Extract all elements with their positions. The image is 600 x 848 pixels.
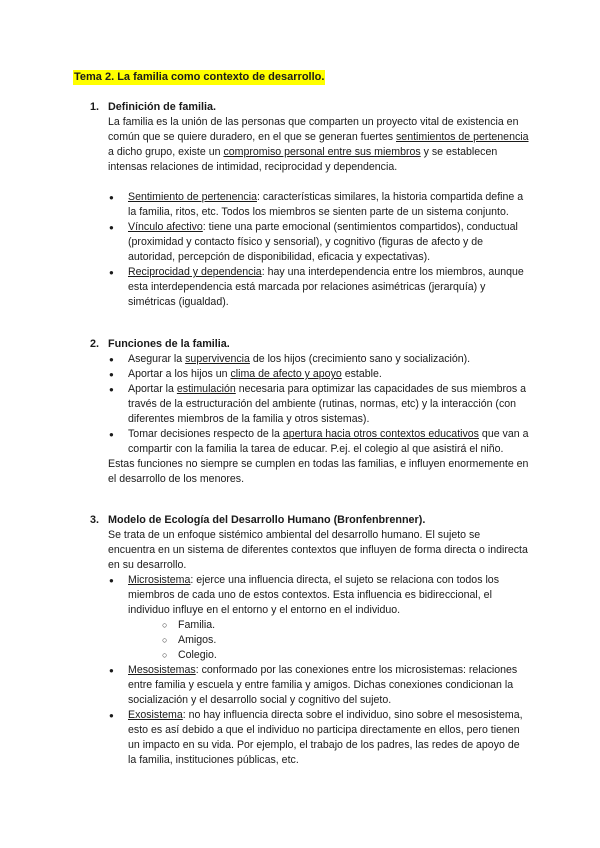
model-bullets [90,573,530,618]
section-heading: 3. Modelo de Ecología del Desarrollo Humano (Bronfenbrenner). [90,514,426,526]
section-heading: 2. Funciones de la familia. [90,338,230,350]
section-definicion [90,100,530,310]
list-item: ● Aportar a los hijos un clima de afecto y apoyo estable. [90,367,530,382]
document-title: Tema 2. La familia como contexto de desarrollo. [74,71,325,83]
list-item: ● Mesosistemas: conformado por las conexiones entre los microsistemas: relaciones entre familia y escuela y entre familia y amigos. Dichas conexiones condicionan la socialización y el desarrollo social y cognitivo del sujeto. [90,663,530,708]
section-funciones [90,337,530,487]
list-item: ● Exosistema: no hay influencia directa sobre el individuo, sino sobre el mesosistema, esto es así debido a que el individuo no participa directamente en ellos, pero tienen un impacto en su vida. Por ejemplo, el trabajo de los padres, las redes de apoyo de la familia, instituciones públicas, etc. [90,708,530,768]
model-bullets-cont [90,663,530,768]
functions-closing: Estas funciones no siempre se cumplen en todas las familias, e influyen enormemente en el desarrollo de los menores. [108,458,529,485]
sub-list-item: ○ Familia. [90,618,530,633]
list-item: ● Microsistema: ejerce una influencia directa, el sujeto se relaciona con todos los miembros de cada uno de estos contextos. Esta influencia es bidireccional, el individuo influye en el entorno y el entorno en el individuo. [90,573,530,618]
model-intro: Se trata de un enfoque sistémico ambiental del desarrollo humano. El sujeto se encuentra en un sistema de diferentes contextos que influyen de forma directa o indirecta en su desarrollo. [108,529,528,571]
list-item: ● Sentimiento de pertenencia: características similares, la historia compartida define a la familia, ritos, etc. Todos los miembros se sienten parte de un sistema conjunto. [90,190,530,220]
list-item: ● Asegurar la supervivencia de los hijos (crecimiento sano y socialización). [90,352,530,367]
functions-bullets [90,352,530,457]
list-item: ● Aportar la estimulación necesaria para optimizar las capacidades de sus miembros a través de la estructuración del ambiente (rutinas, normas, etc) y la interacción (con diferentes miembros de la familia y otros sistemas). [90,382,530,427]
definition-bullets [90,190,530,310]
sub-list-item: ○ Colegio. [90,648,530,663]
list-item: ● Tomar decisiones respecto de la apertura hacia otros contextos educativos que van a compartir con la familia la tarea de educar. P.ej. el colegio al que asistirá el niño. [90,427,530,457]
section-bronfenbrenner [90,513,530,768]
list-item: ● Vínculo afectivo: tiene una parte emocional (sentimientos compartidos), conductual (proximidad y contacto físico y sensorial), y cognitivo (figuras de afecto y de autoridad, percepción de disponibilidad, eficacia y expectativas). [90,220,530,265]
definition-paragraph: La familia es la unión de las personas que comparten un proyecto vital de existencia en común que se quiere duradero, en el que se generan fuertes sentimientos de pertenencia a dicho grupo, existe un compromiso personal entre sus miembros y se establecen intensas relaciones de intimidad, reciprocidad y dependencia. [108,116,529,173]
list-item: ● Reciprocidad y dependencia: hay una interdependencia entre los miembros, aunque esta interdependencia está marcada por relaciones asimétricas (jerarquía) y simétricas (igualdad). [90,265,530,310]
microsystem-sublist [90,618,530,663]
sub-list-item: ○ Amigos. [90,633,530,648]
section-heading: 1. Definición de familia. [90,101,216,113]
